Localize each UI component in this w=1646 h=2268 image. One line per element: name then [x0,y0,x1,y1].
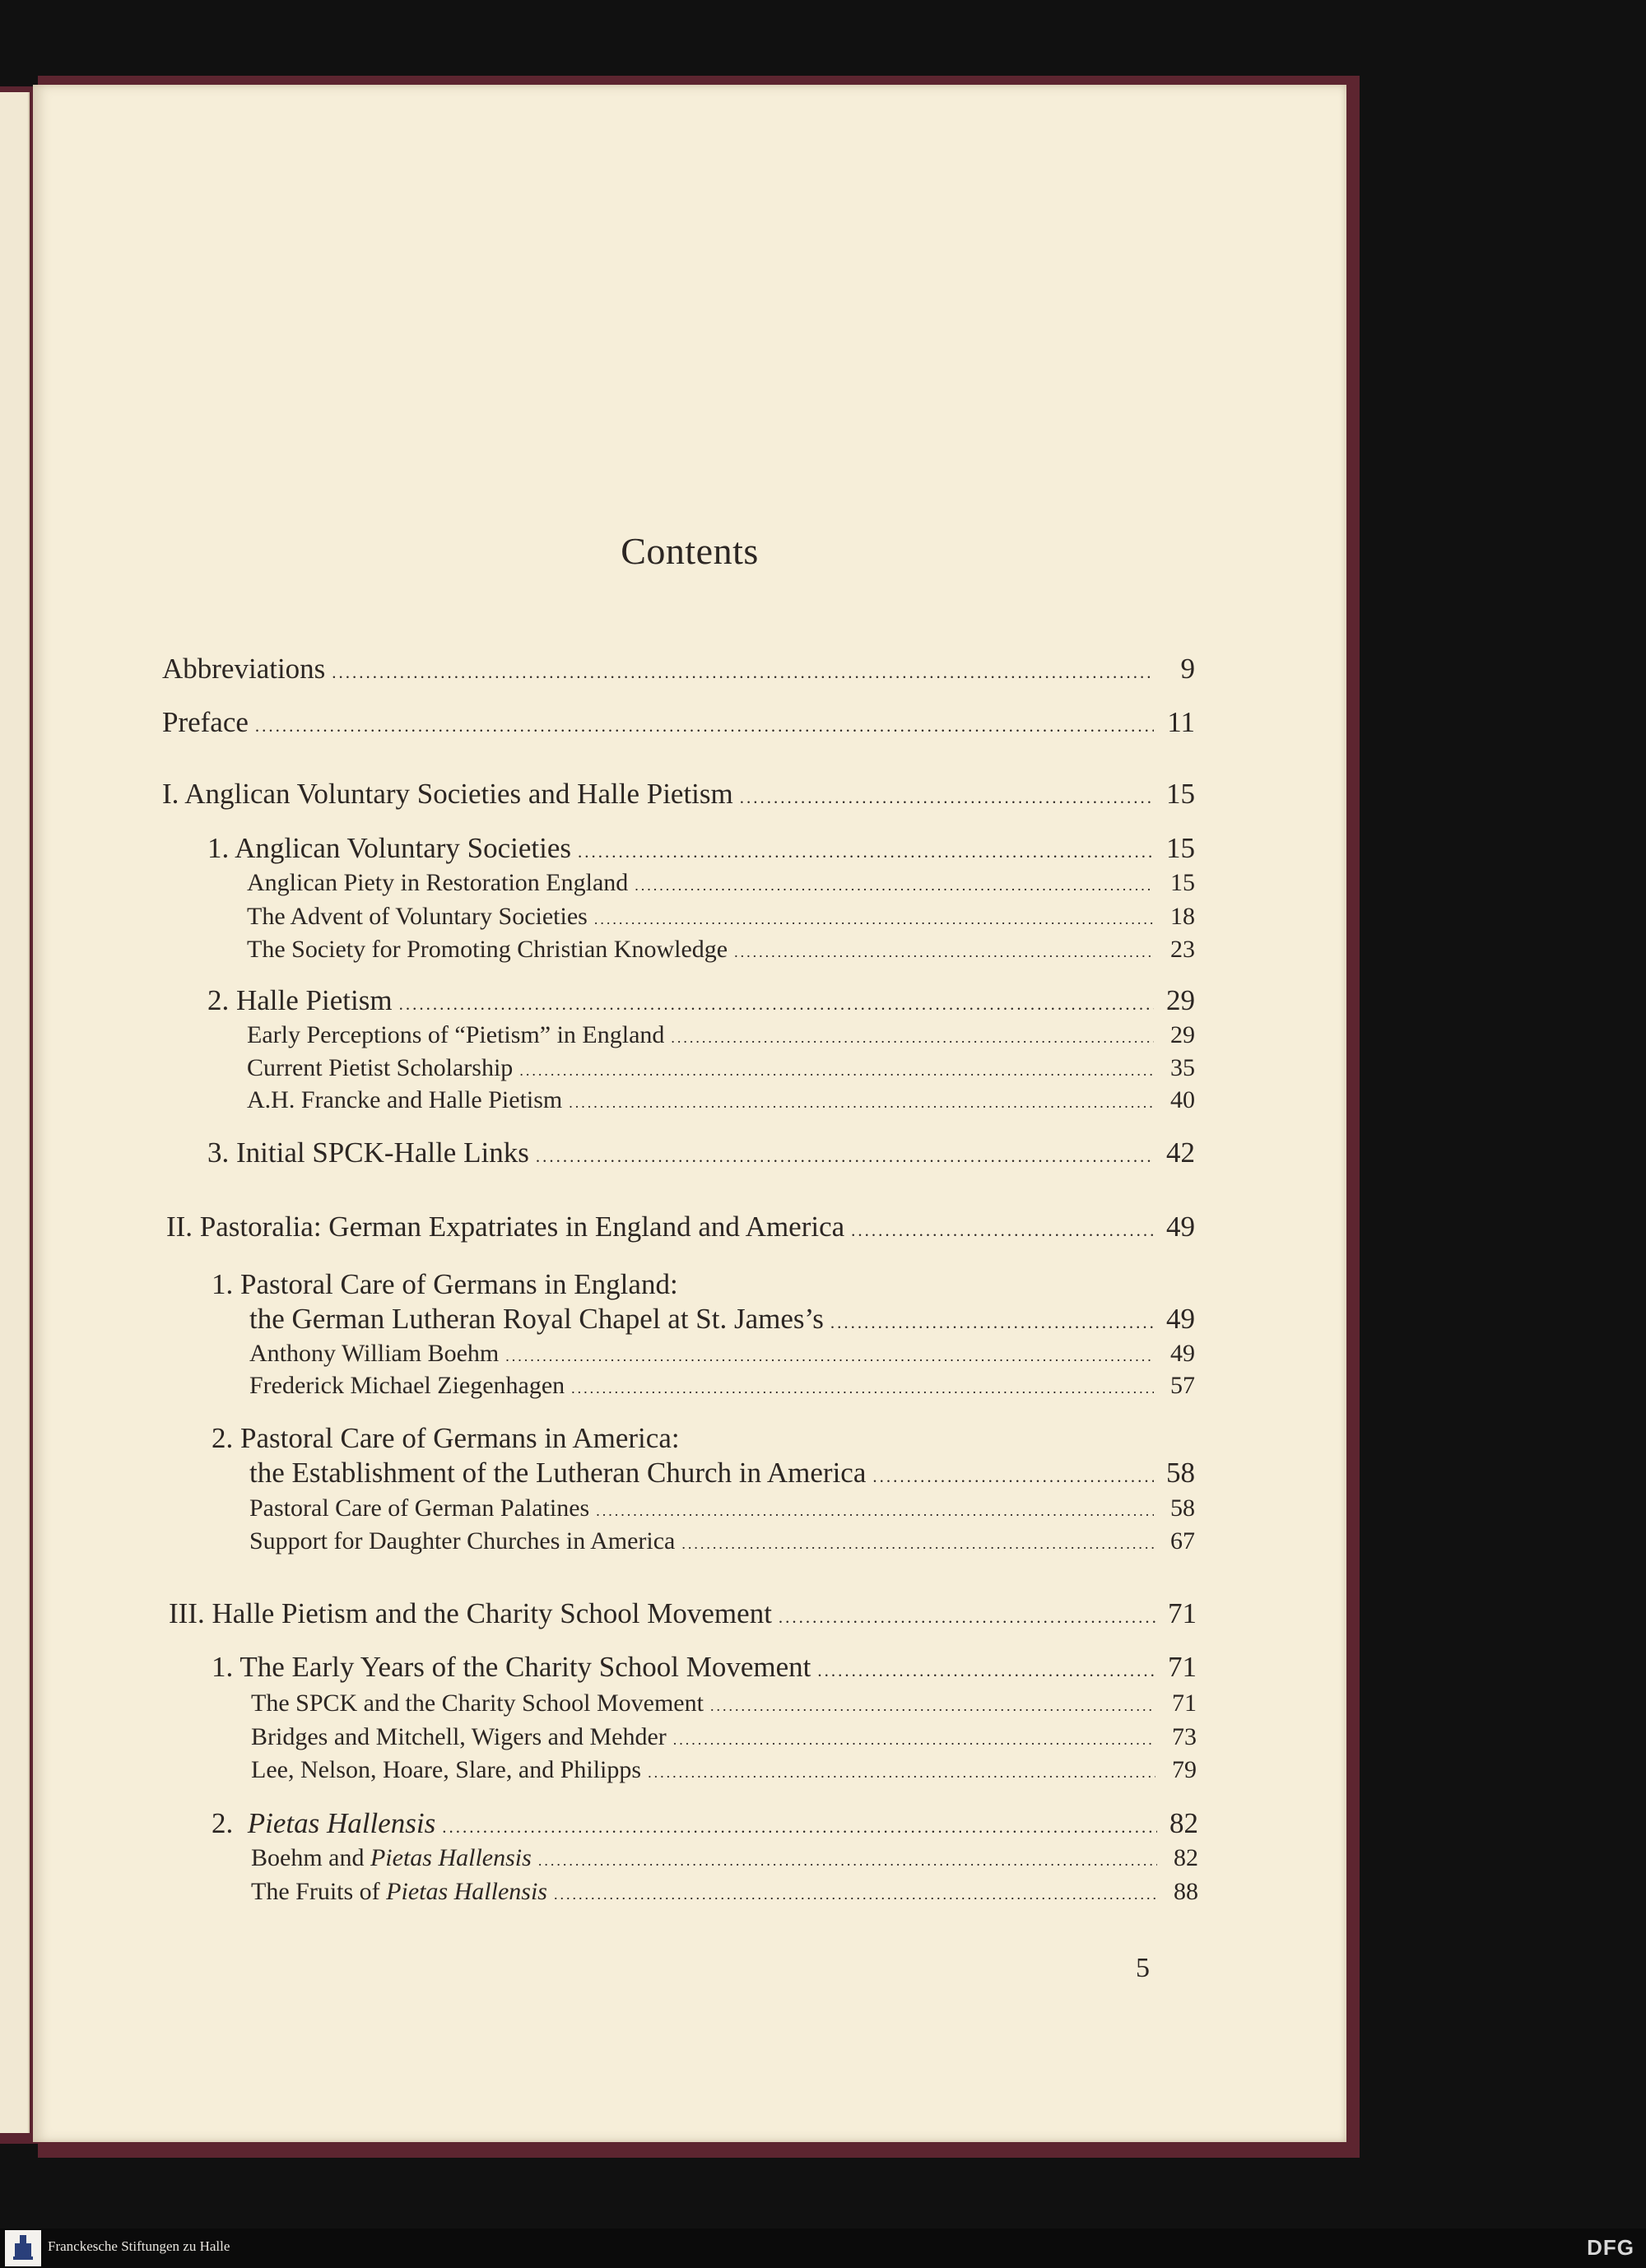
toc-label: Pastoral Care of German Palatines [249,1494,590,1522]
toc-page: 58 [1166,1457,1195,1489]
toc-page: 15 [1166,778,1195,810]
leader-dots [779,1607,1155,1628]
toc-label: The Advent of Voluntary Societies [247,903,588,930]
toc-label: Anglican Piety in Restoration England [247,869,629,896]
contents-title: Contents [621,530,759,572]
toc-page: 67 [1170,1527,1195,1555]
toc-page: 49 [1170,1340,1195,1367]
toc-label: the Establishment of the Lutheran Church in America [249,1457,867,1489]
toc-subsection[interactable] [249,1527,1195,1555]
leader-dots [332,662,1154,683]
leader-dots [648,1764,1155,1782]
toc-subsection[interactable] [247,903,1195,931]
toc-label: Lee, Nelson, Hoare, Slare, and Philipps [251,1756,642,1783]
leader-dots [571,1380,1154,1397]
toc-label: Bridges and Mitchell, Wigers and Mehder [251,1723,667,1750]
leader-dots [671,1029,1154,1047]
toc-section[interactable] [212,1807,1198,1840]
toc-section[interactable] [249,1457,1195,1490]
toc-section[interactable] [207,1136,1195,1169]
toc-label: 3. Initial SPCK-Halle Links [207,1136,529,1169]
toc-page: 18 [1170,903,1195,930]
toc-entry-preface[interactable] [162,706,1195,739]
leader-dots [578,842,1154,862]
toc-subsection[interactable] [251,1723,1197,1751]
toc-label: Frederick Michael Ziegenhagen [249,1372,565,1399]
leader-dots [710,1698,1155,1715]
toc-label: Anthony William Boehm [249,1340,500,1367]
toc-subsection[interactable] [251,1878,1198,1906]
leader-dots [554,1886,1157,1903]
toc-label: The SPCK and the Charity School Movement [251,1689,704,1717]
leader-dots [681,1536,1154,1553]
label-prefix: The Fruits of [251,1878,387,1905]
page-number: 5 [1136,1953,1150,1983]
toc-page: 40 [1170,1086,1195,1113]
leader-dots [569,1094,1154,1112]
toc-label: Preface [162,706,249,738]
footer-institution: Franckesche Stiftungen zu Halle [48,2238,230,2254]
toc-entry-abbreviations[interactable] [162,653,1195,686]
toc-page: 58 [1170,1494,1195,1522]
toc-page: 73 [1172,1723,1197,1750]
leader-dots [740,788,1154,808]
toc-chapter-3[interactable] [169,1597,1197,1630]
toc-subsection[interactable] [247,1086,1195,1114]
toc-page: 23 [1170,936,1195,963]
book-page [33,85,1346,2142]
toc-page: 79 [1172,1756,1197,1783]
toc-page: 42 [1166,1136,1195,1169]
leader-dots [673,1731,1155,1749]
leader-dots [594,911,1154,928]
left-page-edge [0,92,30,2133]
toc-page: 9 [1180,653,1195,685]
toc-page: 11 [1167,706,1195,738]
leader-dots [596,1503,1154,1520]
toc-page: 71 [1172,1689,1197,1717]
toc-section[interactable] [212,1651,1197,1684]
toc-page: 35 [1170,1054,1195,1081]
toc-label [251,1878,547,1906]
toc-page: 49 [1166,1303,1195,1335]
leader-dots [255,716,1154,737]
institution-logo-icon [5,2230,41,2266]
toc-page: 71 [1168,1651,1197,1683]
leader-dots [538,1852,1157,1870]
toc-page: 82 [1174,1844,1198,1871]
toc-chapter-2[interactable] [166,1211,1195,1243]
toc-subsection[interactable] [247,936,1195,964]
leader-dots [872,1466,1154,1487]
toc-chapter-1[interactable] [162,778,1195,811]
toc-subsection[interactable] [247,1054,1195,1082]
toc-section[interactable] [207,984,1195,1017]
toc-label: Support for Daughter Churches in America [249,1527,676,1555]
toc-subsection[interactable] [247,869,1195,897]
leader-dots [635,877,1154,895]
toc-label: A.H. Francke and Halle Pietism [247,1086,563,1113]
toc-subsection[interactable] [249,1340,1195,1368]
leader-dots [399,994,1154,1015]
dfg-logo: DFG [1587,2235,1634,2260]
toc-section-heading: 1. Pastoral Care of Germans in England: [212,1268,678,1300]
leader-dots [830,1313,1154,1333]
toc-section[interactable] [207,832,1195,865]
toc-page: 15 [1166,832,1195,864]
toc-subsection[interactable] [249,1494,1195,1522]
toc-label: Abbreviations [162,653,326,685]
toc-page: 71 [1168,1597,1197,1629]
toc-subsection[interactable] [251,1689,1197,1717]
toc-subsection[interactable] [251,1756,1197,1784]
toc-label: I. Anglican Voluntary Societies and Halle Pietism [162,778,733,810]
footer-bar [0,2228,1646,2268]
toc-page: 49 [1166,1211,1195,1243]
leader-dots [851,1220,1154,1241]
italic-title: Pietas Hallensis [386,1878,547,1905]
toc-page: 88 [1174,1878,1198,1905]
label-prefix: Boehm and [251,1844,370,1871]
toc-label: Current Pietist Scholarship [247,1054,514,1081]
toc-label: The Society for Promoting Christian Knowledge [247,936,728,963]
toc-subsection[interactable] [249,1372,1195,1400]
toc-page: 82 [1169,1807,1198,1839]
toc-page: 57 [1170,1372,1195,1399]
toc-label: Early Perceptions of “Pietism” in England [247,1021,665,1048]
italic-title: Pietas Hallensis [370,1844,532,1871]
toc-page: 29 [1170,1021,1195,1048]
leader-dots [734,944,1154,961]
leader-dots [536,1146,1154,1167]
toc-label: II. Pastoralia: German Expatriates in England and America [166,1211,845,1243]
leader-dots [505,1348,1154,1365]
toc-section[interactable] [249,1303,1195,1336]
toc-label [251,1844,532,1872]
toc-subsection[interactable] [247,1021,1195,1049]
toc-label: 2. Halle Pietism [207,984,393,1016]
toc-subsection[interactable] [251,1844,1198,1872]
italic-title: Pietas Hallensis [247,1807,436,1839]
toc-label: the German Lutheran Royal Chapel at St. James’s [249,1303,824,1335]
toc-section-heading: 2. Pastoral Care of Germans in America: [212,1422,680,1454]
toc-page: 29 [1166,984,1195,1016]
section-number: 2. [212,1807,234,1839]
toc-label: 1. Anglican Voluntary Societies [207,832,571,864]
leader-dots [519,1062,1154,1080]
toc-label [212,1807,435,1840]
leader-dots [442,1817,1157,1838]
toc-label: III. Halle Pietism and the Charity School Movement [169,1597,772,1629]
leader-dots [817,1661,1155,1681]
toc-page: 15 [1170,869,1195,896]
toc-label: 1. The Early Years of the Charity School Movement [212,1651,811,1683]
